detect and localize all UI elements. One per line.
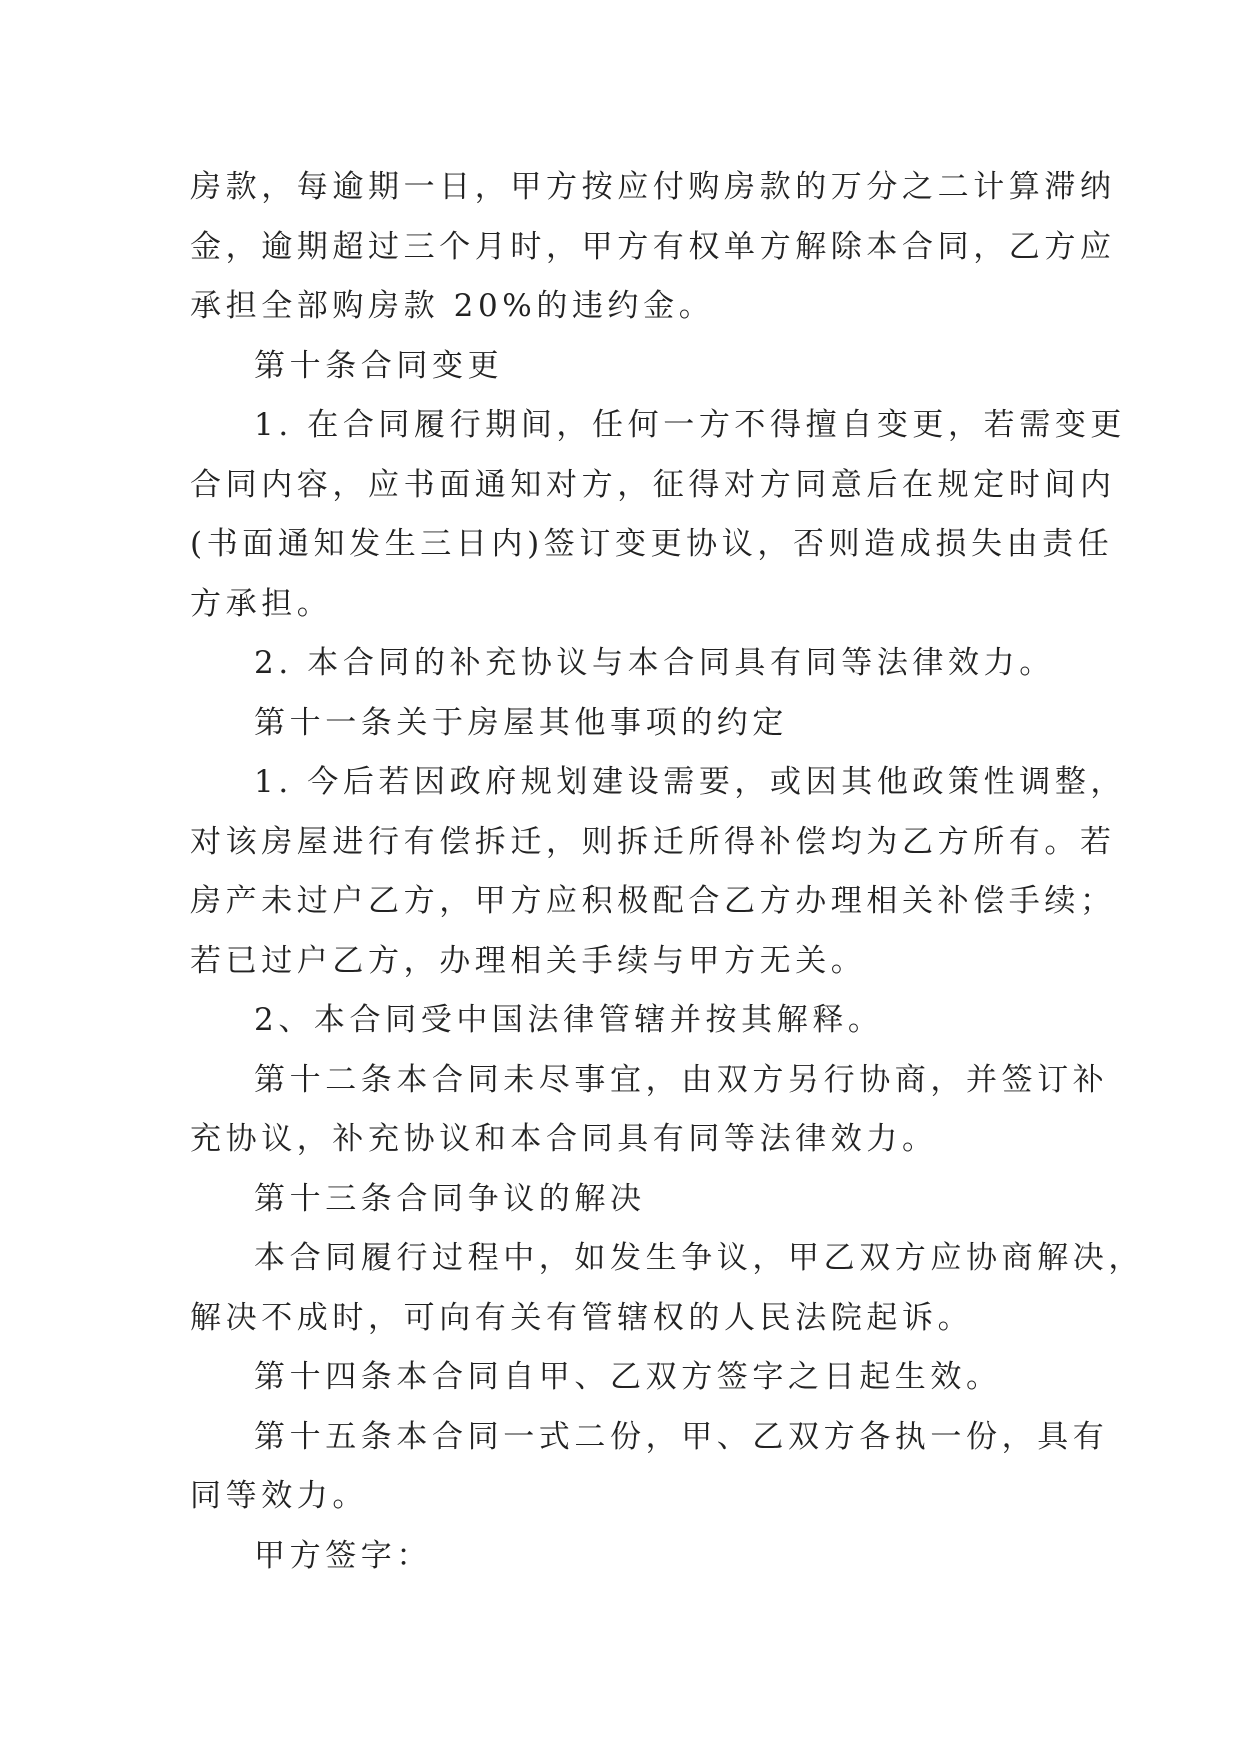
- text-line: 2. 本合同的补充协议与本合同具有同等法律效力。: [254, 645, 1055, 681]
- text-line: 房款，每逾期一日，甲方按应付购房款的万分之二计算滞纳: [190, 169, 1116, 205]
- heading-article-13: [190, 1170, 1060, 1230]
- paragraph-article-14: [190, 1348, 1060, 1408]
- text-line: 1. 在合同履行期间，任何一方不得擅自变更，若需变更: [254, 407, 1127, 443]
- text-line: 第十二条本合同未尽事宜，由双方另行协商，并签订补: [254, 1061, 1109, 1098]
- paragraph-article-10-item-2: [190, 634, 1060, 694]
- paragraph-article-15: [190, 1408, 1109, 1527]
- text-line: 合同内容，应书面通知对方，征得对方同意后在规定时间内: [190, 466, 1116, 503]
- text-line: 第十条合同变更: [254, 347, 504, 384]
- document-body: [190, 158, 1144, 1586]
- text-line: 第十三条合同争议的解决: [254, 1180, 646, 1217]
- paragraph-article-11-item-1: [190, 753, 1127, 991]
- paragraph-article-12: [190, 1051, 1109, 1170]
- text-line: 1. 今后若因政府规划建设需要，或因其他政策性调整，: [254, 764, 1127, 800]
- text-line: 方承担。: [190, 585, 333, 622]
- text-line: 若已过户乙方，办理相关手续与甲方无关。: [190, 942, 867, 979]
- text-line: 房产未过户乙方，甲方应积极配合乙方办理相关补偿手续；: [190, 883, 1116, 919]
- text-line: 承担全部购房款 20%的违约金。: [190, 288, 715, 324]
- text-line: 2、本合同受中国法律管辖并按其解释。: [254, 1002, 884, 1038]
- text-line: 充协议，补充协议和本合同具有同等法律效力。: [190, 1121, 938, 1157]
- text-line: 金，逾期超过三个月时，甲方有权单方解除本合同，乙方应: [190, 228, 1116, 265]
- paragraph-article-13-body: [190, 1229, 1144, 1348]
- text-line: 甲方签字：: [254, 1537, 432, 1574]
- party-a-signature-label: [190, 1527, 1060, 1587]
- heading-article-11: [190, 694, 1060, 754]
- text-line: 同等效力。: [190, 1478, 368, 1514]
- text-line: 解决不成时，可向有关有管辖权的人民法院起诉。: [190, 1299, 974, 1336]
- text-line: 第十四条本合同自甲、乙双方签字之日起生效。: [254, 1359, 1002, 1395]
- paragraph-article-11-item-2: [190, 991, 1060, 1051]
- text-line: (书面通知发生三日内)签订变更协议，否则造成损失由责任: [190, 526, 1114, 562]
- paragraph-late-payment: [190, 158, 1116, 337]
- heading-article-10: [190, 337, 1060, 397]
- text-line: 第十一条关于房屋其他事项的约定: [254, 704, 788, 741]
- text-line: 本合同履行过程中，如发生争议，甲乙双方应协商解决，: [254, 1240, 1144, 1276]
- text-line: 第十五条本合同一式二份，甲、乙双方各执一份，具有: [254, 1418, 1109, 1455]
- text-line: 对该房屋进行有偿拆迁，则拆迁所得补偿均为乙方所有。若: [190, 823, 1116, 860]
- paragraph-article-10-item-1: [190, 396, 1127, 634]
